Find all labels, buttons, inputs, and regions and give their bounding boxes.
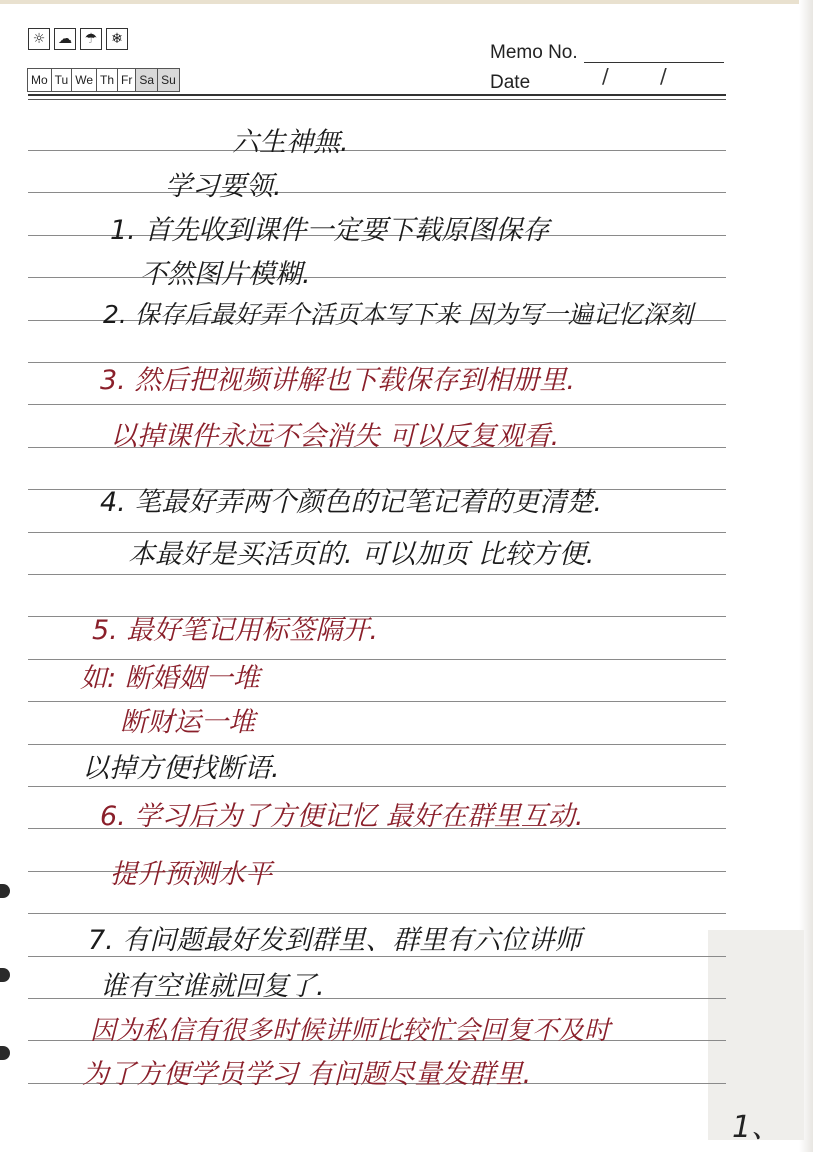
binding-hole — [0, 884, 10, 898]
note-line: 7. 有问题最好发到群里、群里有六位讲师 — [88, 925, 582, 956]
ruled-line — [28, 150, 726, 151]
weather-icons — [28, 28, 128, 50]
ruled-line — [28, 913, 726, 914]
note-line: 4. 笔最好弄两个颜色的记笔记着的更清楚. — [100, 487, 602, 518]
notes-subtitle: 学习要领. — [165, 171, 282, 202]
ruled-line — [28, 277, 726, 278]
header-rule — [28, 99, 726, 100]
ruled-line — [28, 786, 726, 787]
ruled-line — [28, 659, 726, 660]
page-number: 1、 — [732, 1110, 782, 1145]
binding-hole — [0, 1046, 10, 1060]
day-th: Th — [96, 68, 118, 92]
ruled-line — [28, 574, 726, 575]
header-rule — [28, 94, 726, 96]
note-line: 1. 首先收到课件一定要下载原图保存 — [110, 215, 550, 246]
note-line: 谁有空谁就回复了. — [100, 971, 325, 1002]
note-line: 断财运一堆 — [120, 707, 255, 738]
ruled-line — [28, 404, 726, 405]
ruled-line — [28, 701, 726, 702]
date-separator: / — [660, 64, 667, 88]
notes-title: 六生神無. — [232, 127, 349, 158]
ruled-line — [28, 192, 726, 193]
day-we: We — [71, 68, 97, 92]
ruled-line — [28, 744, 726, 745]
day-mo: Mo — [27, 68, 52, 92]
note-line: 6. 学习后为了方便记忆 最好在群里互动. — [100, 801, 584, 832]
day-su: Su — [157, 68, 180, 92]
note-line: 2. 保存后最好弄个活页本写下来 因为写一遍记忆深刻 — [103, 300, 693, 329]
memo-no-field — [584, 62, 724, 63]
sunny-icon: ☼ — [28, 28, 50, 50]
note-line: 如: 断婚姻一堆 — [80, 663, 260, 694]
rain-icon: ☂ — [80, 28, 102, 50]
weekday-boxes — [28, 68, 180, 92]
note-line: 为了方便学员学习 有问题尽量发群里. — [82, 1059, 532, 1090]
ruled-line — [28, 532, 726, 533]
note-line: 提升预测水平 — [110, 859, 272, 890]
day-tu: Tu — [51, 68, 73, 92]
note-line: 本最好是买活页的. 可以加页 比较方便. — [128, 539, 595, 570]
day-sa: Sa — [135, 68, 158, 92]
note-line: 5. 最好笔记用标签隔开. — [92, 615, 378, 646]
note-line: 因为私信有很多时候讲师比较忙会回复不及时 — [90, 1016, 611, 1046]
date-separator: / — [602, 64, 609, 88]
memo-no-label: Memo No. — [490, 42, 578, 63]
note-line: 3. 然后把视频讲解也下载保存到相册里. — [100, 365, 575, 396]
note-line: 以掉课件永远不会消失 可以反复观看. — [110, 421, 560, 452]
day-fr: Fr — [117, 68, 136, 92]
binding-hole — [0, 968, 10, 982]
note-line: 以掉方便找断语. — [82, 753, 280, 784]
note-line: 不然图片模糊. — [140, 259, 311, 290]
snow-icon: ❄ — [106, 28, 128, 50]
page-top-edge — [0, 0, 813, 4]
ruled-line — [28, 362, 726, 363]
date-label: Date — [490, 72, 531, 93]
cloudy-icon: ☁ — [54, 28, 76, 50]
